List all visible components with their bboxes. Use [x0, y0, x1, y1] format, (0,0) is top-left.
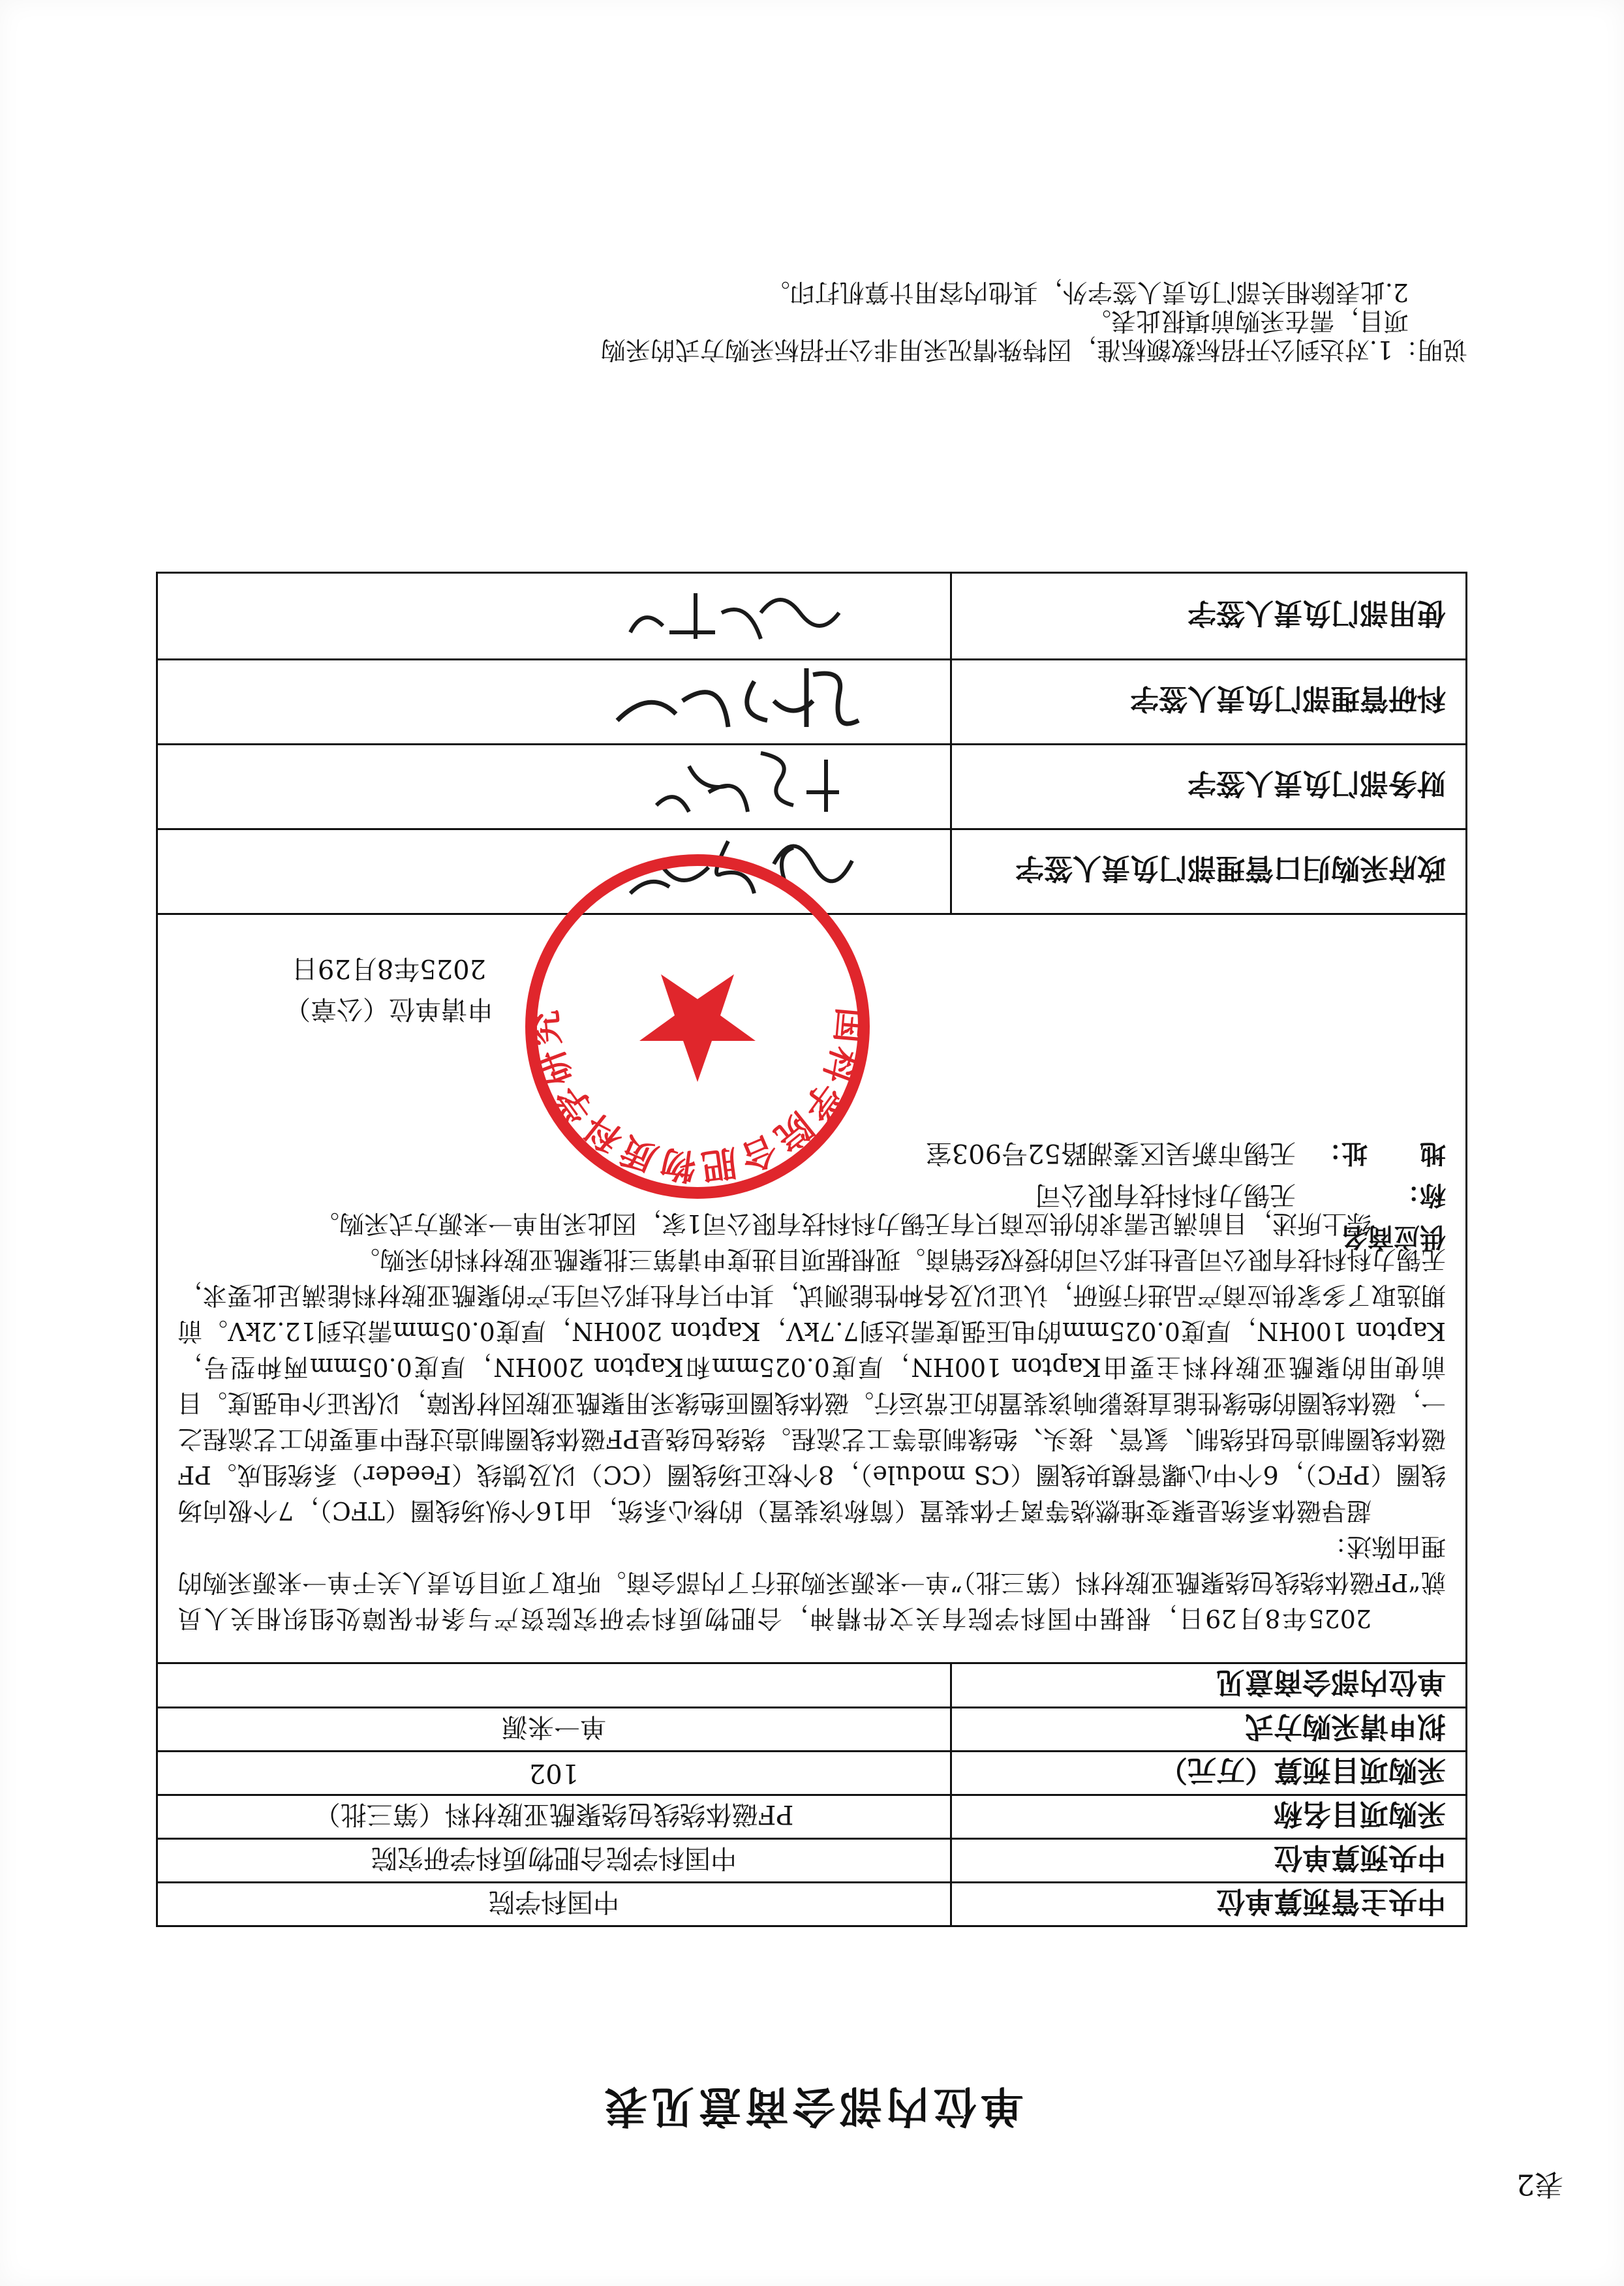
- apply-unit-label: 申请单位（公章）: [284, 994, 493, 1024]
- signature-label: 使用部门负责人签字: [950, 574, 1465, 658]
- row-label: 拟申请采购方式: [950, 1708, 1465, 1750]
- supplier-name-label: 供应商名称：: [1341, 1180, 1446, 1252]
- row-value: 中国科学院合肥物质科学研究院: [371, 1843, 737, 1874]
- row-value: PF磁体绕线包绕聚酰亚胺材料（第三批）: [314, 1799, 794, 1830]
- row-value: 中国科学院: [489, 1887, 619, 1917]
- signature-label: 政府采购归口管理部门负责人签字: [950, 830, 1465, 913]
- table-number: 表2: [1516, 2167, 1563, 2201]
- note-line: 项目，需在采购前填报此表。: [1086, 307, 1409, 335]
- row-label: 中央主管预算单位: [950, 1883, 1465, 1925]
- opinion-header: 单位内部会商意见: [950, 1664, 1465, 1707]
- note-line: 2.此表除相关部门负责人签字外，其他内容用计算机打印。: [765, 278, 1409, 307]
- row-label: 中央预算单位: [950, 1840, 1465, 1881]
- apply-date: 2025年8月29日: [291, 953, 487, 983]
- row-label: 采购项目预算（万元）: [950, 1752, 1465, 1794]
- supplier-address: 无锡市新吴区菱湖路52号903室: [925, 1138, 1296, 1168]
- opinion-paragraph: 超导磁体系统是聚变堆燃烧等离子体装置（简称该装置）的核心系统，由16个纵场线圈（TFC），7个极向场线圈（PFC），6个中心螺管模块线圈（CS module），8个校正场线圈（CC）以及馈线（Feeder）系统组成。PF磁体线圈制造包括绕制、氦管、接头、绝缘制造等工艺流程。绕绕包绕是PF磁体线圈制造过程中重要的工艺流程之一，磁体线圈的绝缘性能直接影响该装置的正常运行。磁体线圈匝绝缘采用聚酰亚胺因材保障，以保证介电强度。目前使用的聚酰亚胺材料主要由Kapton 100HN，厚度0.025mm和Kapton 200HN，厚度0.05mm两种型号，Kapton 100HN，厚度0.025mm的电压强度需达到7.7kV，Kapton 200HN，厚度0.05mm需达到12.2kV。前期选取了多家供应商产品进行预研，认证以及各种性能测试，其中只有杜邦公司生产的聚酰亚胺材料能满足此要求，无锡力科科技有限公司是杜邦公司的授权经销商。现根据项目进度申请第三批聚酰亚胺材料的采购。: [177, 1245, 1446, 1525]
- signature-label: 财务部门负责人签字: [950, 745, 1465, 828]
- page-title: 单位内部会商意见表: [600, 2081, 1024, 2132]
- supplier-name: 无锡力科科技有限公司: [1035, 1180, 1296, 1210]
- note-line: 说明：1.对达到公开招标数额标准，因特殊情况采用非公开招标采购方式的采购: [600, 335, 1467, 364]
- signature-label: 科研管理部门负责人签字: [950, 660, 1465, 743]
- row-value: 102: [529, 1758, 579, 1788]
- opinion-paragraph: 2025年8月29日，根据中国科学院有关文件精神，合肥物质科学研究院资产与条件保障处组织相关人员就“PF磁体绕线包绕聚酰亚胺材料（第三批）”单一来源采购进行了内部会商。听取了项目负责人关于单一来源采购的理由陈述：: [177, 1532, 1446, 1633]
- opinion-paragraph: 综上所述，目前满足需求的供应商只有无锡力科科技有限公司1家，因此采用单一来源方式采购。: [314, 1209, 1371, 1238]
- row-label: 采购项目名称: [950, 1796, 1465, 1838]
- supplier-address-label: 地 址：: [1315, 1138, 1446, 1169]
- row-value: 单一来源: [502, 1712, 606, 1742]
- seal-text: 国科学院合肥物质科学研究: [523, 1006, 872, 1188]
